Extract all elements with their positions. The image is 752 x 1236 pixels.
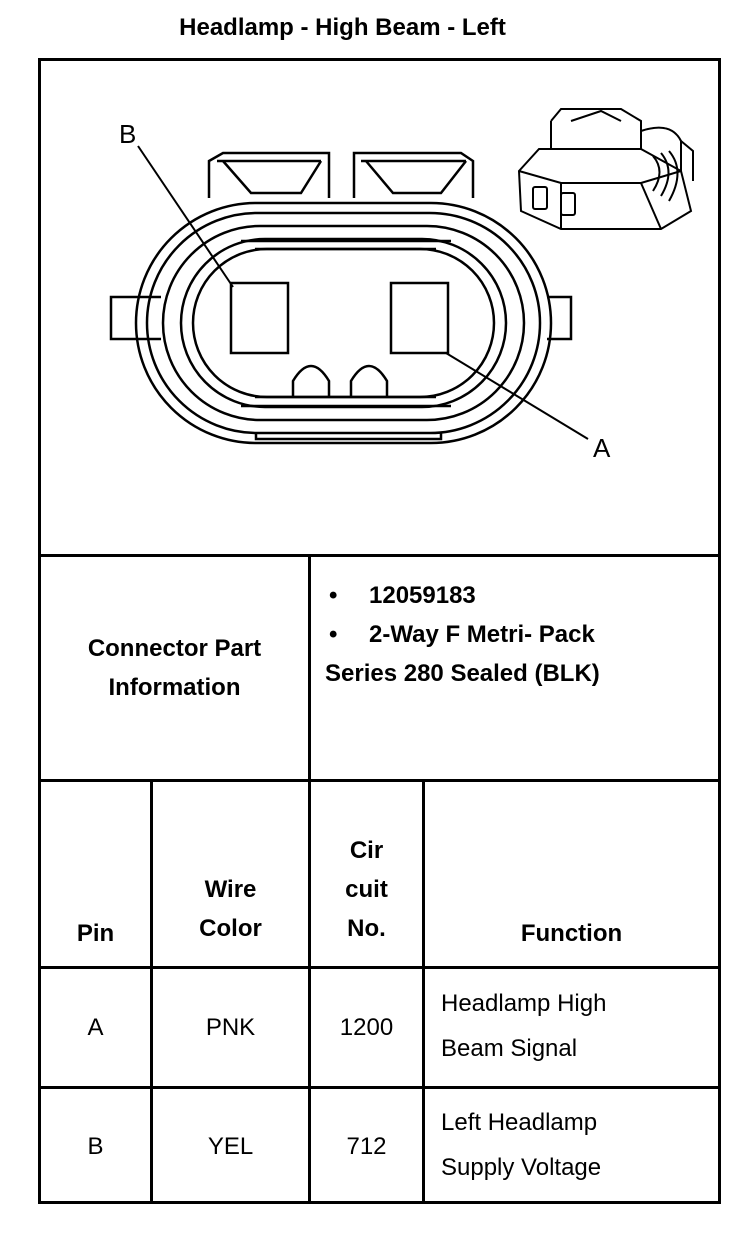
connector-info-label-line1: Connector Part: [87, 635, 262, 662]
header-wire-color-line1: Wire: [204, 876, 257, 903]
connector-face-diagram: [41, 61, 718, 554]
connector-type-continued: Series 280 Sealed (BLK): [325, 660, 600, 687]
row-a-color: PNK: [205, 1013, 256, 1041]
row-b-circuit: 712: [346, 1132, 387, 1160]
page-title: Headlamp - High Beam - Left: [179, 14, 506, 41]
connector-info-label: [41, 557, 308, 779]
header-function: Function: [520, 920, 623, 947]
row-b-color: YEL: [207, 1132, 254, 1160]
row-b-function-line2: Supply Voltage: [441, 1154, 602, 1181]
header-wire-color: [153, 782, 308, 966]
header-circuit-line1: Cir: [349, 837, 384, 864]
pin-label-a: A: [593, 433, 611, 463]
row-a-function: [441, 981, 606, 1071]
header-circuit-line2: cuit: [345, 876, 388, 903]
row-b-function-line1: Left Headlamp: [441, 1109, 598, 1136]
header-circuit-line3: No.: [347, 915, 386, 942]
row-b-pin: B: [87, 1132, 104, 1160]
connector-frame: [38, 58, 721, 1204]
header-circuit-no: [311, 782, 422, 966]
part-number: 12059183: [369, 582, 476, 609]
connector-info-label-line2: Information: [108, 674, 241, 701]
row-a-function-line2: Beam Signal: [441, 1035, 578, 1062]
connector-info-values: • 12059183 • 2-Way F Metri- Pack Series 280 Sealed (BLK): [325, 576, 600, 693]
row-a-circuit: 1200: [339, 1013, 394, 1041]
row-b-function: [441, 1100, 601, 1190]
pin-label-b: B: [119, 119, 137, 149]
divider: [308, 554, 311, 782]
header-pin: Pin: [76, 920, 115, 947]
row-a-pin: A: [87, 1013, 104, 1041]
row-a-function-line1: Headlamp High: [441, 990, 607, 1017]
header-wire-color-line2: Color: [199, 915, 262, 942]
connector-type: 2-Way F Metri- Pack: [369, 621, 595, 648]
